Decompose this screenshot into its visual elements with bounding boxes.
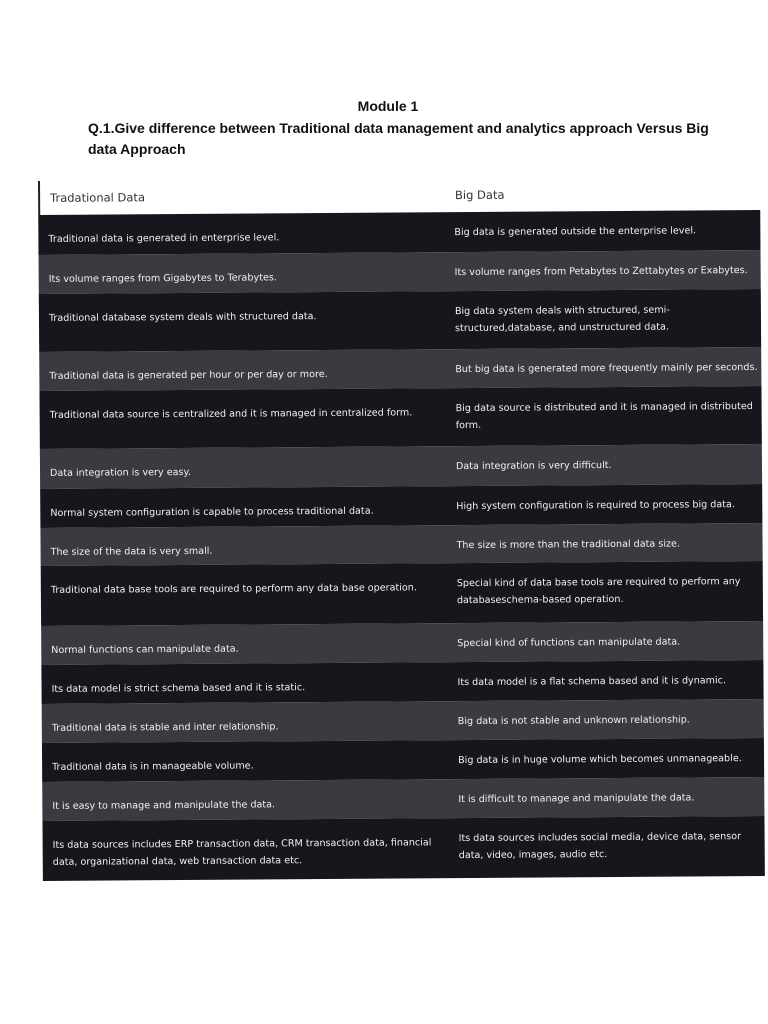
column-header-big-data: Big Data	[454, 187, 505, 203]
traditional-data-cell: Traditional data source is centralized and it is managed in centralized form.	[49, 407, 413, 421]
table-row	[42, 699, 764, 743]
table-row	[40, 444, 762, 489]
table-row	[39, 289, 761, 352]
column-header-traditional: Tradational Data	[50, 190, 146, 205]
big-data-cell: Big data system deals with structured, semi-structured,database, and unstructured data.	[454, 304, 670, 335]
traditional-data-cell: Its data model is strict schema based and it is static.	[51, 682, 306, 695]
big-data-cell: But big data is generated more frequently mainly per seconds.	[455, 361, 758, 376]
big-data-cell: The size is more than the traditional data size.	[456, 538, 681, 552]
comparison-table	[38, 176, 765, 881]
table-row	[39, 386, 761, 449]
traditional-data-cell: Traditional data is in manageable volume.	[52, 760, 254, 773]
big-data-cell: Big data source is distributed and it is managed in distributed form.	[455, 401, 753, 432]
table-header	[38, 176, 760, 215]
traditional-data-cell: Its volume ranges from Gigabytes to Terabytes.	[48, 272, 277, 285]
big-data-cell: Special kind of functions can manipulate data.	[457, 636, 681, 650]
traditional-data-cell: Traditional data is generated per hour or per day or more.	[49, 368, 328, 382]
traditional-data-cell: Traditional database system deals with structured data.	[48, 311, 317, 324]
traditional-data-cell: Traditional data is stable and inter relationship.	[51, 721, 279, 734]
table-row	[41, 561, 763, 626]
traditional-data-cell: Data integration is very easy.	[50, 466, 191, 479]
big-data-cell: Data integration is very difficult.	[455, 460, 612, 473]
traditional-data-cell: Normal system configuration is capable to process traditional data.	[50, 505, 374, 519]
document-header	[88, 96, 728, 160]
traditional-data-cell: Normal functions can manipulate data.	[51, 643, 239, 656]
table-row	[39, 250, 761, 294]
traditional-data-cell: It is easy to manage and manipulate the data.	[52, 799, 276, 812]
table-row	[42, 777, 764, 821]
table-row	[41, 660, 763, 704]
traditional-data-cell: Traditional data base tools are required to perform any data base operation.	[50, 582, 417, 596]
traditional-data-cell: Its data sources includes ERP transaction data, CRM transaction data, financial data, organizational data, web transaction data etc.	[52, 837, 432, 868]
question-text: Q.1.Give difference between Traditional data management and analytics approach Versus Big data Approach	[88, 120, 709, 157]
module-title: Module 1	[357, 98, 419, 114]
table-row	[40, 484, 762, 528]
table-row	[38, 210, 760, 255]
big-data-cell: Its volume ranges from Petabytes to Zettabytes or Exabytes.	[454, 265, 748, 279]
big-data-cell: Its data sources includes social media, device data, sensor data, video, images, audio etc.	[458, 831, 742, 862]
big-data-cell: Big data is not stable and unknown relationship.	[457, 714, 690, 728]
table-row	[42, 816, 764, 881]
big-data-cell: High system configuration is required to process big data.	[456, 499, 735, 513]
traditional-data-cell: Traditional data is generated in enterprise level.	[48, 232, 280, 245]
big-data-cell: Big data is generated outside the enterprise level.	[454, 225, 697, 239]
table-body	[38, 210, 765, 881]
table-row	[40, 523, 762, 566]
table-row	[39, 347, 761, 391]
table-row	[42, 738, 764, 782]
traditional-data-cell: The size of the data is very small.	[50, 545, 213, 558]
big-data-cell: Its data model is a flat schema based and it is dynamic.	[457, 675, 727, 689]
big-data-cell: It is difficult to manage and manipulate the data.	[458, 792, 695, 806]
table-row	[41, 621, 763, 665]
big-data-cell: Big data is in huge volume which becomes unmanageable.	[458, 753, 742, 767]
big-data-cell: Special kind of data base tools are required to perform any databaseschema-based operation.	[456, 576, 741, 607]
